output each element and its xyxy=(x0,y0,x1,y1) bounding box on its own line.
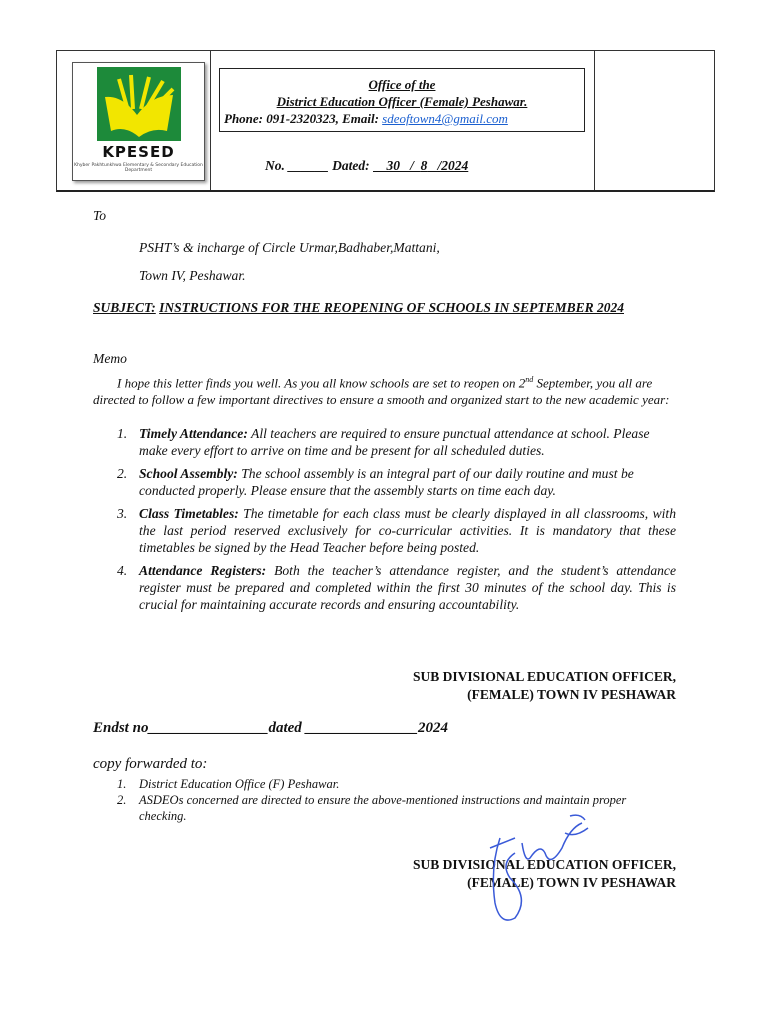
handwritten-signature xyxy=(470,808,600,928)
list-item xyxy=(117,562,676,613)
copy-forwarded-label: copy forwarded to: xyxy=(93,756,208,772)
item-title: Attendance Registers: xyxy=(139,563,267,578)
to-label: To xyxy=(93,208,107,223)
item-title: School Assembly: xyxy=(139,466,238,481)
endorsement-line: Endst no________________dated _______________2024 xyxy=(93,720,449,736)
item-number: 1. xyxy=(117,777,127,791)
number-date: No. ______ Dated: 30 / 8 /2024 xyxy=(265,158,469,173)
book-icon xyxy=(97,67,181,141)
dated-label: Dated: xyxy=(332,158,370,173)
item-title: Timely Attendance: xyxy=(139,426,248,441)
signature-office: (FEMALE) TOWN IV PESHAWAR xyxy=(467,875,676,890)
intro-text: September, you all are directed to follow a few important directives to ensure a smooth and organized start to the new academic year: xyxy=(93,375,670,407)
memo-label: Memo xyxy=(93,351,127,366)
item-number: 3. xyxy=(117,506,128,521)
superscript: nd xyxy=(525,375,534,384)
item-number: 2. xyxy=(117,466,128,481)
item-text: The school assembly is an integral part of our daily routine and must be conducted properly. Please ensure that the assembly starts on time each day. xyxy=(139,466,634,498)
divider xyxy=(594,51,595,190)
office-box xyxy=(219,68,585,132)
email-link[interactable]: sdeoftown4@gmail.com xyxy=(382,111,508,126)
list-item xyxy=(117,465,676,499)
office-title: Office of the xyxy=(368,77,436,92)
date-year: /2024 xyxy=(437,158,469,173)
date-month: 8 xyxy=(420,158,428,173)
signature-title: SUB DIVISIONAL EDUCATION OFFICER, xyxy=(412,669,676,684)
phone-label: Phone: 091-2320323, Email: xyxy=(224,111,383,126)
divider xyxy=(210,51,211,190)
item-number: 2. xyxy=(117,793,127,807)
item-text: Both the teacher’s attendance register, and the student’s attendance register must be prepared and completed within the first 30 minutes of the school day. This is crucial for maintaining accurate records and ensuring accountability. xyxy=(139,563,676,612)
item-number: 4. xyxy=(117,563,128,578)
item-text: All teachers are required to ensure punctual attendance at school. Please make every effort to arrive on time and be present for all scheduled duties. xyxy=(139,426,650,458)
copy-item xyxy=(117,776,676,792)
letterhead xyxy=(56,50,715,192)
copy-text: ASDEOs concerned are directed to ensure the above-mentioned instructions and maintain proper checking. xyxy=(139,793,627,823)
subject-text: INSTRUCTIONS FOR THE REOPENING OF SCHOOLS IN SEPTEMBER 2024 xyxy=(159,300,624,315)
list-item xyxy=(117,425,676,459)
recipient-line: PSHT’s & incharge of Circle Urmar,Badhaber,Mattani, xyxy=(139,240,440,255)
item-title: Class Timetables: xyxy=(139,506,239,521)
logo-subtitle: Khyber Pakhtunkhwa Elementary & Secondary Education Department xyxy=(74,163,203,173)
intro-paragraph xyxy=(93,372,676,408)
no-label: No. xyxy=(265,158,285,173)
office-name: District Education Officer (Female) Peshawar. xyxy=(276,94,528,109)
recipient-line: Town IV, Peshawar. xyxy=(139,268,246,283)
kpesed-logo xyxy=(72,62,205,181)
subject-label: SUBJECT: xyxy=(93,300,156,315)
list-item xyxy=(117,505,676,556)
copy-text: District Education Office (F) Peshawar. xyxy=(139,777,340,791)
subject xyxy=(93,300,676,316)
date-value: 30 / 8 /2024 xyxy=(386,158,469,173)
date-day: 30 xyxy=(386,158,400,173)
item-number: 1. xyxy=(117,426,128,441)
logo-text: KPESED xyxy=(102,143,175,161)
signature-office: (FEMALE) TOWN IV PESHAWAR xyxy=(467,687,676,702)
signature-title: SUB DIVISIONAL EDUCATION OFFICER, xyxy=(412,857,676,872)
intro-text: I hope this letter finds you well. As you all know schools are set to reopen on 2 xyxy=(117,375,526,391)
item-text: The timetable for each class must be clearly displayed in all classrooms, with the last period reserved exclusively for co-curricular activities. It is mandatory that these timetables be signed by the Head Teacher before being posted. xyxy=(139,506,676,555)
signature-block xyxy=(413,668,676,704)
